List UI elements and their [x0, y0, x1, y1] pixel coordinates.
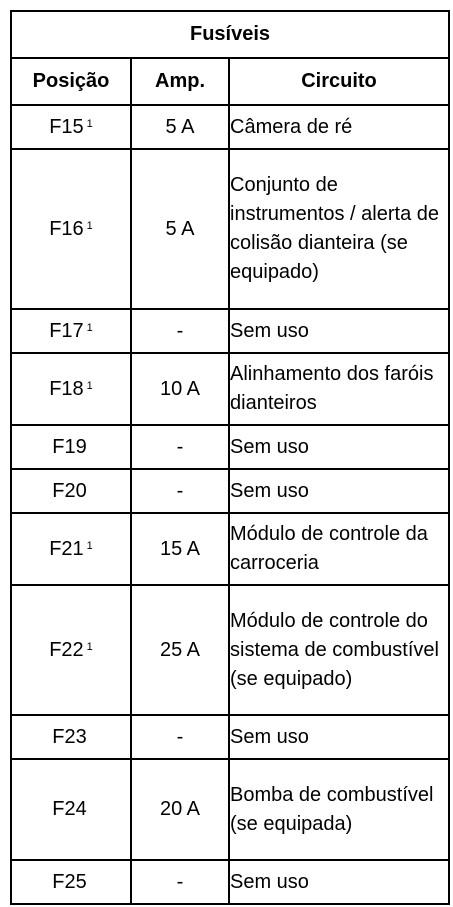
position-cell — [11, 353, 131, 425]
position-cell — [11, 585, 131, 715]
position-cell — [11, 309, 131, 353]
amp-cell: - — [131, 469, 229, 513]
circuit-cell: Sem uso — [229, 309, 449, 353]
amp-cell: 25 A — [131, 585, 229, 715]
amp-cell: - — [131, 309, 229, 353]
circuit-cell: Módulo de controle da carroceria — [229, 513, 449, 585]
circuit-cell: Sem uso — [229, 860, 449, 904]
header-circuit: Circuito — [229, 58, 449, 105]
footnote-marker: 1 — [86, 219, 93, 232]
position-value: F20 — [52, 479, 87, 502]
circuit-cell: Sem uso — [229, 715, 449, 759]
circuit-cell: Conjunto de instrumentos / alerta de colisão dianteira (se equipado) — [229, 149, 449, 309]
position-value: F16 — [49, 217, 84, 240]
table-body — [11, 105, 449, 904]
position-value: F21 — [49, 537, 84, 560]
circuit-cell: Sem uso — [229, 469, 449, 513]
footnote-marker: 1 — [86, 539, 93, 552]
table-row — [11, 860, 449, 904]
amp-cell: - — [131, 425, 229, 469]
circuit-cell: Módulo de controle do sistema de combustível (se equipado) — [229, 585, 449, 715]
table-row — [11, 759, 449, 860]
circuit-cell: Câmera de ré — [229, 105, 449, 149]
amp-cell: 5 A — [131, 149, 229, 309]
circuit-cell: Sem uso — [229, 425, 449, 469]
table-header-row — [11, 58, 449, 105]
footnote-marker: 1 — [86, 640, 93, 653]
position-cell — [11, 149, 131, 309]
table-row — [11, 149, 449, 309]
position-value: F19 — [52, 435, 87, 458]
position-cell — [11, 425, 131, 469]
table-row — [11, 469, 449, 513]
position-cell — [11, 715, 131, 759]
header-position: Posição — [11, 58, 131, 105]
position-value: F18 — [49, 377, 84, 400]
position-value: F22 — [49, 638, 84, 661]
table-row — [11, 105, 449, 149]
table-row — [11, 353, 449, 425]
position-cell — [11, 105, 131, 149]
position-cell — [11, 860, 131, 904]
header-amp: Amp. — [131, 58, 229, 105]
table-title-row — [11, 11, 449, 58]
position-value: F23 — [52, 725, 87, 748]
amp-cell: - — [131, 860, 229, 904]
table-row — [11, 715, 449, 759]
amp-cell: 15 A — [131, 513, 229, 585]
position-cell — [11, 469, 131, 513]
amp-cell: 5 A — [131, 105, 229, 149]
amp-cell: 10 A — [131, 353, 229, 425]
position-value: F15 — [49, 115, 84, 138]
position-value: F17 — [49, 319, 84, 342]
amp-cell: 20 A — [131, 759, 229, 860]
footnote-marker: 1 — [86, 321, 93, 334]
footnote-marker: 1 — [86, 117, 93, 130]
table-row — [11, 513, 449, 585]
position-value: F24 — [52, 798, 87, 820]
table-row — [11, 309, 449, 353]
amp-cell: - — [131, 715, 229, 759]
table-row — [11, 425, 449, 469]
circuit-cell: Alinhamento dos faróis dianteiros — [229, 353, 449, 425]
table-title: Fusíveis — [11, 11, 449, 58]
circuit-cell: Bomba de combustível (se equipada) — [229, 759, 449, 860]
position-value: F25 — [52, 870, 87, 893]
footnote-marker: 1 — [86, 379, 93, 392]
table-row — [11, 585, 449, 715]
position-cell — [11, 759, 131, 860]
fuse-table — [10, 10, 450, 905]
position-cell — [11, 513, 131, 585]
